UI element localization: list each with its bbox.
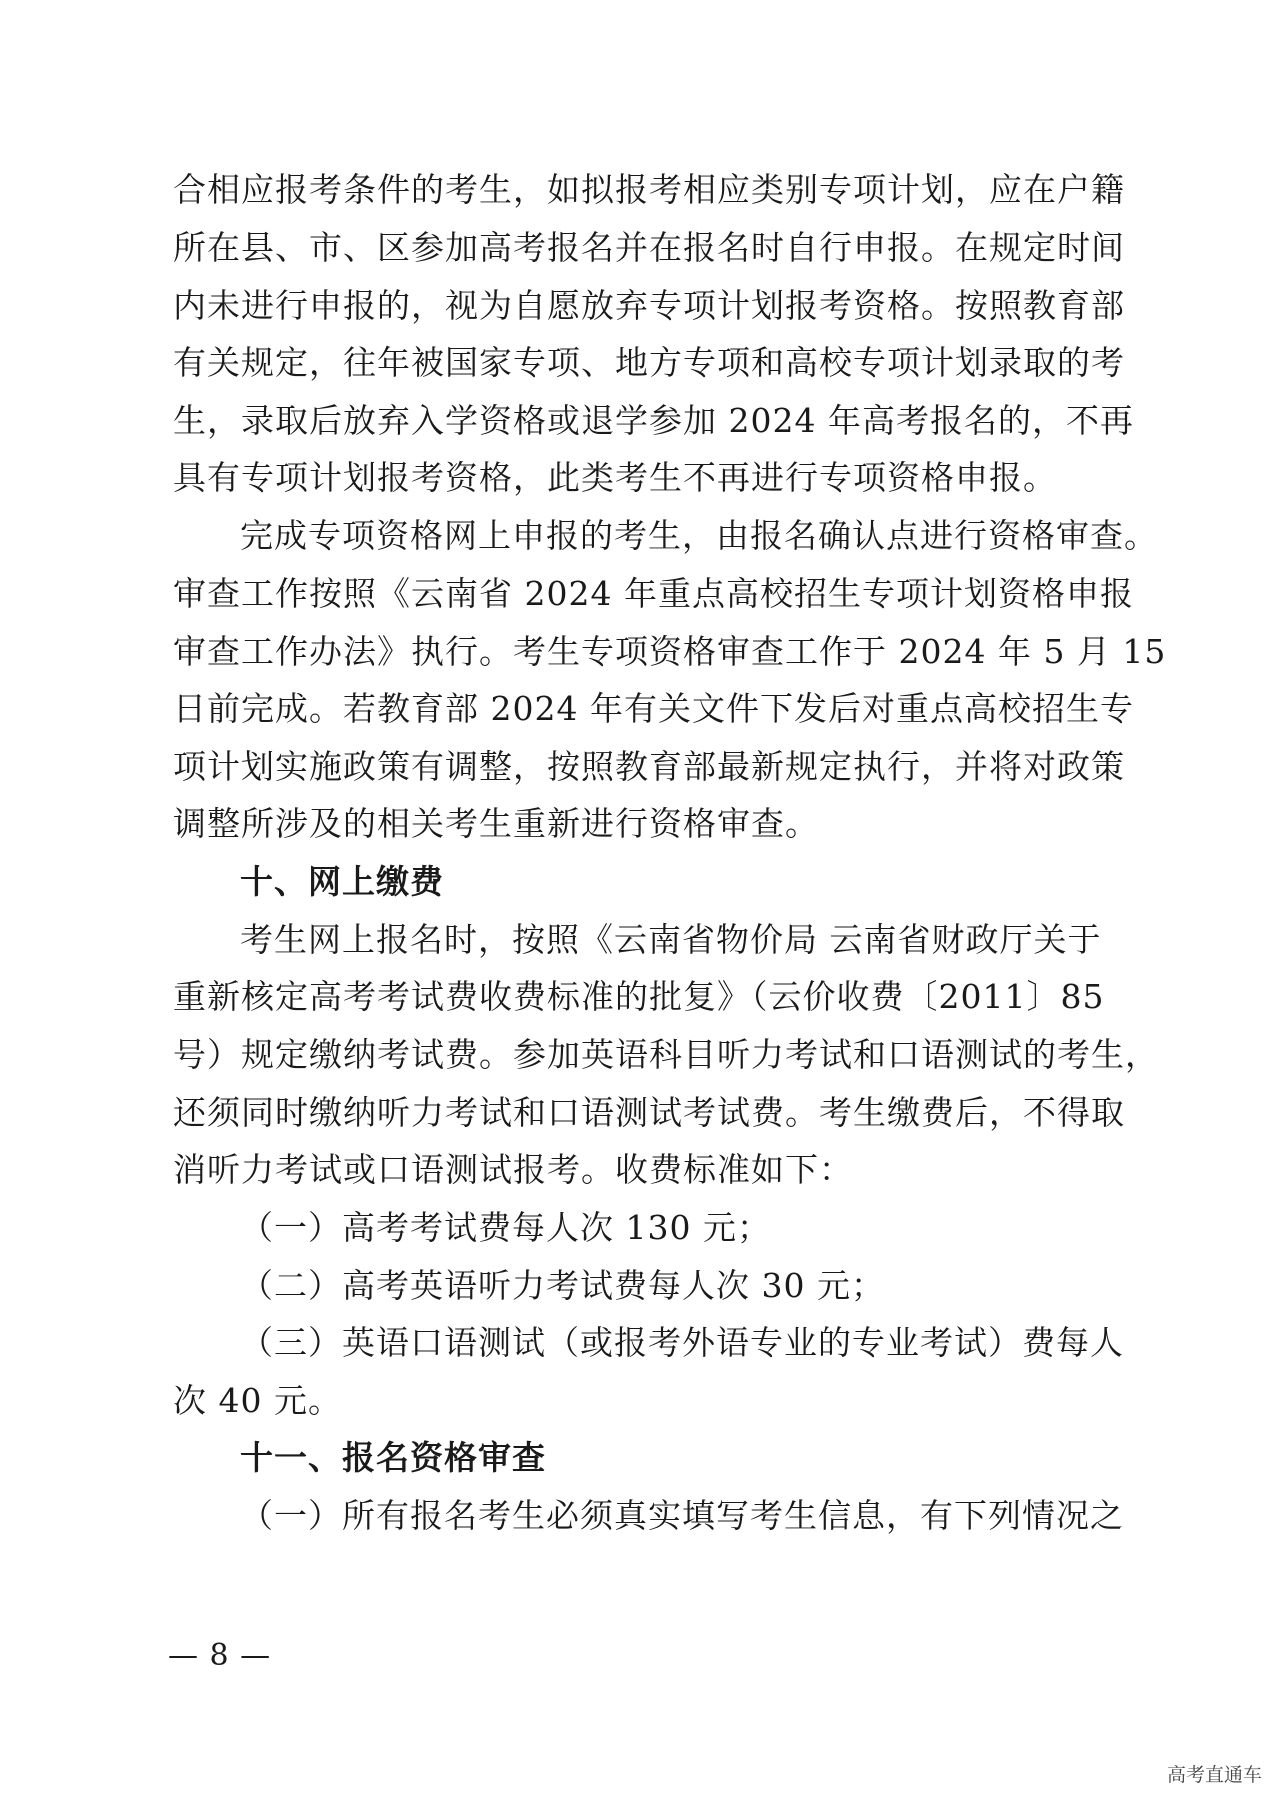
fee-item-2: （二）高考英语听力考试费每人次 30 元； [240, 1266, 885, 1305]
body-line: 还须同时缴纳听力考试和口语测试考试费。考生缴费后，不得取 [173, 1093, 1125, 1132]
body-line: 项计划实施政策有调整，按照教育部最新规定执行，并将对政策 [173, 747, 1125, 786]
section-heading-11: 十一、报名资格审查 [240, 1438, 546, 1477]
body-line: 消听力考试或口语测试报考。收费标准如下： [173, 1150, 853, 1189]
page-number: — 8 — [168, 1638, 272, 1673]
paragraph-start-line: 完成专项资格网上申报的考生，由报名确认点进行资格审查。 [240, 516, 1158, 555]
body-line: 审查工作办法》执行。考生专项资格审查工作于 2024 年 5 月 15 [173, 632, 1167, 671]
body-line: 重新核定高考考试费收费标准的批复》（云价收费〔2011〕85 [173, 977, 1105, 1016]
section-heading-10: 十、网上缴费 [240, 862, 444, 901]
paragraph-start-line: 考生网上报名时，按照《云南省物价局 云南省财政厅关于 [240, 920, 1102, 959]
body-line: 内未进行申报的，视为自愿放弃专项计划报考资格。按照教育部 [173, 286, 1125, 325]
paragraph-start-line: （一）所有报名考生必须真实填写考生信息，有下列情况之 [240, 1496, 1124, 1535]
body-line: 有关规定，往年被国家专项、地方专项和高校专项计划录取的考 [173, 343, 1125, 382]
body-line: 日前完成。若教育部 2024 年有关文件下发后对重点高校招生专 [173, 689, 1134, 728]
watermark: 高考直通车 [1166, 1764, 1262, 1786]
fee-item-3: （三）英语口语测试（或报考外语专业的专业考试）费每人 [240, 1323, 1124, 1362]
fee-item-1: （一）高考考试费每人次 130 元； [240, 1208, 771, 1247]
body-line: 生，录取后放弃入学资格或退学参加 2024 年高考报名的，不再 [173, 401, 1134, 440]
body-line: 所在县、市、区参加高考报名并在报名时自行申报。在规定时间 [173, 228, 1125, 267]
body-line: 具有专项计划报考资格，此类考生不再进行专项资格申报。 [173, 458, 1057, 497]
body-line: 合相应报考条件的考生，如拟报考相应类别专项计划，应在户籍 [173, 170, 1125, 209]
body-line: 次 40 元。 [173, 1381, 342, 1420]
body-line: 调整所涉及的相关考生重新进行资格审查。 [173, 804, 819, 843]
body-line: 号）规定缴纳考试费。参加英语科目听力考试和口语测试的考生， [173, 1035, 1159, 1074]
body-line: 审查工作按照《云南省 2024 年重点高校招生专项计划资格申报 [173, 574, 1134, 613]
